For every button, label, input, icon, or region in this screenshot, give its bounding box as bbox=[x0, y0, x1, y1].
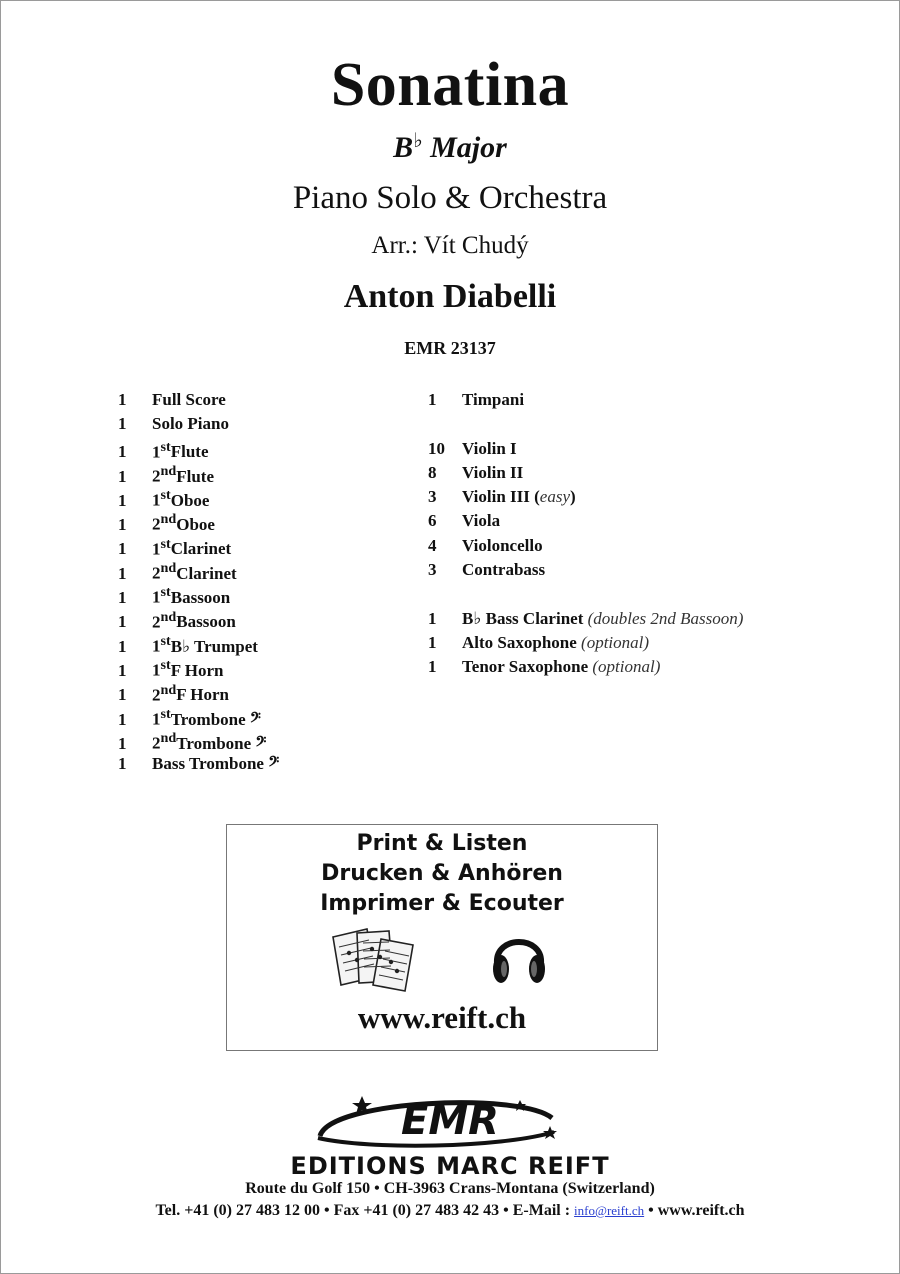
composer: Anton Diabelli bbox=[343, 278, 557, 315]
contact-website: • www.reift.ch bbox=[648, 1202, 745, 1219]
list-item: 1 2nd Oboe bbox=[118, 511, 215, 535]
list-item: 1 1st Trombone 𝄢 bbox=[118, 705, 261, 729]
list-item: 1 Bass Trombone 𝄢 bbox=[118, 754, 280, 774]
list-item: 1 1st B♭ Trumpet bbox=[118, 632, 258, 656]
print-listen-box bbox=[226, 824, 658, 1051]
emr-logo bbox=[300, 1092, 600, 1150]
promo-url[interactable]: www.reift.ch bbox=[357, 1000, 527, 1035]
logo-text: EMR bbox=[401, 1098, 499, 1144]
list-item: 6 Viola bbox=[428, 511, 501, 531]
list-item: 1 1st Bassoon bbox=[118, 584, 231, 608]
key-note: B bbox=[393, 131, 414, 164]
page-title: Sonatina bbox=[330, 51, 570, 119]
flat-icon: ♭ bbox=[413, 130, 423, 152]
promo-icons bbox=[227, 919, 657, 994]
promo-line-de: Drucken & Anhören bbox=[321, 861, 563, 886]
list-item: 1 Tenor Saxophone (optional) bbox=[428, 657, 661, 677]
list-item: 1 2nd Trombone 𝄢 bbox=[118, 730, 267, 753]
list-item: 1 Alto Saxophone (optional) bbox=[428, 632, 650, 652]
key-word: Major bbox=[430, 131, 507, 164]
promo-line-fr: Imprimer & Ecouter bbox=[320, 891, 564, 916]
parts-list-left bbox=[118, 390, 279, 779]
list-item: 3 Contrabass bbox=[428, 560, 546, 580]
list-item: 4 Violoncello bbox=[428, 535, 543, 555]
list-item: 8 Violin II bbox=[428, 462, 524, 482]
list-item: 10 Violin I bbox=[428, 438, 517, 458]
list-item: 1 B♭ Bass Clarinet (doubles 2nd Bassoon) bbox=[428, 608, 744, 628]
sheet-music-icon bbox=[327, 925, 419, 993]
list-item: 1 1st Flute bbox=[118, 438, 209, 462]
list-item: 1 Timpani bbox=[428, 390, 525, 409]
list-item: 1 2nd Flute bbox=[118, 462, 215, 486]
list-item: 1 Solo Piano bbox=[118, 414, 229, 434]
subtitle: Piano Solo & Orchestra bbox=[292, 180, 608, 216]
list-item: 1 2nd F Horn bbox=[118, 681, 229, 705]
contact-phone-fax: Tel. +41 (0) 27 483 12 00 • Fax +41 (0) 27 483 42 43 • E-Mail : bbox=[155, 1202, 571, 1219]
catalog-number: EMR 23137 bbox=[404, 338, 496, 358]
publisher-contact bbox=[0, 1202, 900, 1220]
email-link[interactable]: info@reift.ch bbox=[574, 1203, 645, 1218]
list-item: 1 1st F Horn bbox=[118, 657, 224, 680]
list-spacer bbox=[428, 584, 743, 608]
list-item: 3 Violin III ( easy ) bbox=[428, 487, 576, 507]
list-item: 1 2nd Bassoon bbox=[118, 608, 236, 632]
list-item: 1 1st Clarinet bbox=[118, 535, 232, 559]
publisher-name: EDITIONS MARC REIFT bbox=[290, 1152, 610, 1180]
list-item: 1 2nd Clarinet bbox=[118, 560, 237, 583]
key-signature bbox=[0, 128, 900, 165]
list-item: 1 1st Oboe bbox=[118, 487, 210, 510]
promo-line-en: Print & Listen bbox=[356, 831, 528, 856]
list-spacer bbox=[428, 414, 743, 438]
arranger: Arr.: Vít Chudý bbox=[371, 232, 529, 259]
list-item: 1 Full Score bbox=[118, 390, 226, 409]
publisher-address: Route du Golf 150 • CH-3963 Crans-Montana (Switzerland) bbox=[245, 1180, 655, 1197]
parts-list-right bbox=[428, 390, 743, 682]
headphones-icon bbox=[489, 923, 549, 989]
